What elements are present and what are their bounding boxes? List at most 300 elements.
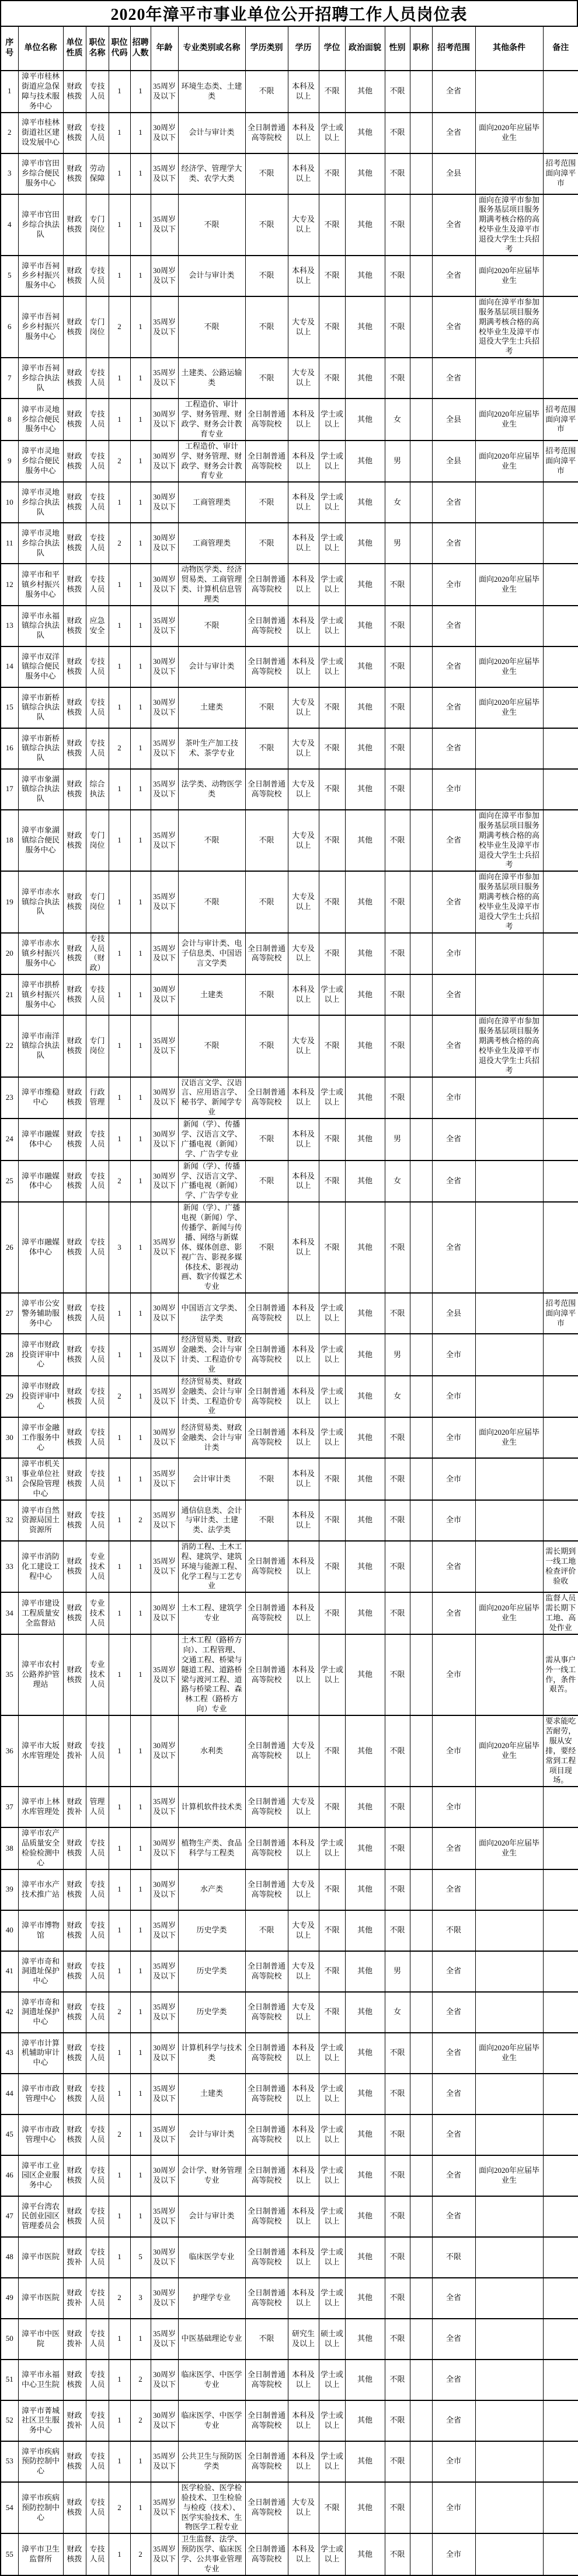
cell-zhiwei-daima: 1 xyxy=(109,2155,130,2196)
cell-xingbie: 不限 xyxy=(385,2074,410,2114)
cell-xuhao: 7 xyxy=(1,358,18,399)
cell-xuewei: 不限 xyxy=(319,1787,345,1827)
cell-zhaopin-renshu: 1 xyxy=(130,1787,151,1827)
cell-zhaopin-renshu: 1 xyxy=(130,1715,151,1787)
cell-zhaopin-renshu: 1 xyxy=(130,1910,151,1951)
cell-zhiwei-daima: 1 xyxy=(109,1634,130,1715)
cell-danwei-xingzhi: 财政拨补 xyxy=(63,2400,86,2441)
cell-zhaopin-renshu: 1 xyxy=(130,482,151,523)
cell-beizhu xyxy=(543,2074,578,2114)
cell-xueli-leibie: 全日制普通高等院校 xyxy=(245,1077,288,1119)
cell-danwei-xingzhi: 财政核拨 xyxy=(63,1992,86,2033)
cell-zhicheng xyxy=(410,1992,432,2033)
cell-zhengzhi-mianmao: 其他 xyxy=(345,810,385,871)
cell-qita-tiaojian: 面向在漳平市参加服务基层项目服务期满考核合格的高校毕业生及漳平市退役大学生士兵招考 xyxy=(475,296,543,358)
cell-xuhao: 30 xyxy=(1,1417,18,1458)
table-row xyxy=(1,871,578,932)
cell-zhengzhi-mianmao: 其他 xyxy=(345,769,385,810)
cell-zhiwei-mingcheng: 专技人员 xyxy=(86,646,109,687)
cell-beizhu: 需长期到一线工地检查评价验收 xyxy=(543,1541,578,1592)
cell-xuhao: 10 xyxy=(1,482,18,523)
cell-xueli: 大专及以上 xyxy=(288,296,319,358)
cell-zhuanye: 医学检验、医学检验技术、卫生检验与检疫（技术）、医学实验技术、生物医学工程专业 xyxy=(178,2482,245,2533)
cell-danwei-xingzhi: 财政核拨 xyxy=(63,564,86,606)
cell-zhuanye: 新闻（学）、传播学、汉语言文学、广播电视（新闻）学、广告学专业 xyxy=(178,1119,245,1161)
cell-zhicheng xyxy=(410,810,432,871)
cell-danwei-mingcheng: 漳平市永福中心卫生院 xyxy=(18,2360,63,2400)
cell-zhiwei-mingcheng: 专技人员 xyxy=(86,113,109,153)
cell-zhuanye: 计算机科学与技术类 xyxy=(178,2033,245,2074)
cell-zhaopin-renshu: 1 xyxy=(130,1077,151,1119)
cell-nianling: 30周岁及以下 xyxy=(151,1417,178,1458)
cell-zhuanye: 计算机软件技术类 xyxy=(178,1787,245,1827)
cell-zhaokao-fanwei: 全市 xyxy=(432,1787,475,1827)
cell-nianling: 35周岁及以下 xyxy=(151,1202,178,1293)
cell-xuewei: 学士或以上 xyxy=(319,2155,345,2196)
cell-zhaokao-fanwei: 全省 xyxy=(432,1592,475,1634)
cell-xuhao: 23 xyxy=(1,1077,18,1119)
cell-xueli: 大专及以上 xyxy=(288,1910,319,1951)
cell-zhaokao-fanwei: 全市 xyxy=(432,1500,475,1541)
cell-xueli: 本科及以上 xyxy=(288,2155,319,2196)
cell-xuewei: 不限 xyxy=(319,871,345,932)
cell-danwei-xingzhi: 财政核拨 xyxy=(63,2196,86,2237)
cell-zhaopin-renshu: 2 xyxy=(130,2360,151,2400)
cell-zhiwei-daima: 1 xyxy=(109,974,130,1015)
cell-xuhao: 3 xyxy=(1,153,18,194)
cell-xuewei: 不限 xyxy=(319,358,345,399)
cell-danwei-xingzhi: 财政核拨 xyxy=(63,646,86,687)
cell-zhengzhi-mianmao: 其他 xyxy=(345,441,385,483)
cell-zhiwei-daima: 2 xyxy=(109,2482,130,2533)
cell-zhuanye: 公共卫生与预防医学类 xyxy=(178,2441,245,2482)
cell-zhiwei-daima: 1 xyxy=(109,2196,130,2237)
cell-xueli: 本科及以上 xyxy=(288,2400,319,2441)
cell-qita-tiaojian xyxy=(475,2441,543,2482)
cell-xueli: 大专及以上 xyxy=(288,194,319,256)
cell-danwei-mingcheng: 漳平市农村公路养护管理站 xyxy=(18,1634,63,1715)
cell-xueli: 大专及以上 xyxy=(288,810,319,871)
table-row xyxy=(1,2400,578,2441)
cell-zhengzhi-mianmao: 其他 xyxy=(345,1592,385,1634)
cell-zhaokao-fanwei: 全县 xyxy=(432,441,475,483)
cell-danwei-xingzhi: 财政核拨 xyxy=(63,358,86,399)
cell-zhengzhi-mianmao: 其他 xyxy=(345,523,385,564)
cell-zhengzhi-mianmao: 其他 xyxy=(345,358,385,399)
cell-danwei-mingcheng: 漳平市市政管理中心 xyxy=(18,2074,63,2114)
cell-zhaokao-fanwei: 全省 xyxy=(432,1119,475,1161)
cell-danwei-xingzhi: 财政核拨 xyxy=(63,2441,86,2482)
cell-zhiwei-mingcheng: 专技人员 xyxy=(86,399,109,441)
cell-zhiwei-mingcheng: 专技人员 xyxy=(86,1827,109,1869)
cell-beizhu: 招考范围面向漳平市 xyxy=(543,441,578,483)
table-row xyxy=(1,1161,578,1203)
cell-beizhu: 招考范围面向漳平市 xyxy=(543,153,578,194)
cell-xueli-leibie: 全日制普通高等院校 xyxy=(245,2196,288,2237)
cell-xuhao: 5 xyxy=(1,256,18,296)
column-header-zhuanye: 专业类别或名称 xyxy=(178,26,245,71)
cell-zhengzhi-mianmao: 其他 xyxy=(345,1202,385,1293)
cell-danwei-mingcheng: 漳平市吾祠乡乡村振兴服务中心 xyxy=(18,296,63,358)
cell-qita-tiaojian xyxy=(475,728,543,769)
cell-zhuanye: 护理学专业 xyxy=(178,2278,245,2319)
cell-xingbie: 不限 xyxy=(385,2400,410,2441)
cell-danwei-mingcheng: 漳平市象湖镇综合执法队 xyxy=(18,769,63,810)
cell-beizhu xyxy=(543,769,578,810)
cell-danwei-mingcheng: 漳平市赤水镇综合执法队 xyxy=(18,871,63,932)
cell-xueli: 本科及以上 xyxy=(288,1293,319,1334)
cell-danwei-mingcheng: 漳平市双洋镇综合便民服务中心 xyxy=(18,646,63,687)
cell-danwei-xingzhi: 财政核拨 xyxy=(63,1827,86,1869)
cell-zhuanye: 工商管理类 xyxy=(178,482,245,523)
cell-zhaokao-fanwei: 全市 xyxy=(432,1458,475,1500)
cell-zhuanye: 中医基础理论专业 xyxy=(178,2319,245,2360)
cell-xueli-leibie: 全日制普通高等院校 xyxy=(245,441,288,483)
cell-zhiwei-daima: 1 xyxy=(109,1910,130,1951)
cell-zhaopin-renshu: 1 xyxy=(130,810,151,871)
cell-zhiwei-daima: 1 xyxy=(109,606,130,646)
cell-zhicheng xyxy=(410,1417,432,1458)
cell-xueli-leibie: 全日制普通高等院校 xyxy=(245,646,288,687)
cell-qita-tiaojian xyxy=(475,523,543,564)
cell-zhiwei-mingcheng: 专技人员 xyxy=(86,2074,109,2114)
cell-qita-tiaojian xyxy=(475,2114,543,2155)
cell-zhaokao-fanwei: 全省 xyxy=(432,1951,475,1992)
cell-xuewei: 学士或以上 xyxy=(319,2237,345,2278)
cell-zhicheng xyxy=(410,71,432,113)
cell-zhiwei-daima: 1 xyxy=(109,153,130,194)
cell-danwei-mingcheng: 漳平市桂林街道社区建设发展中心 xyxy=(18,113,63,153)
cell-xuhao: 14 xyxy=(1,646,18,687)
cell-xuewei: 学士或以上 xyxy=(319,523,345,564)
table-row xyxy=(1,2441,578,2482)
cell-danwei-xingzhi: 财政核拨 xyxy=(63,728,86,769)
table-row xyxy=(1,71,578,113)
cell-zhiwei-daima: 1 xyxy=(109,358,130,399)
cell-xueli-leibie: 全日制普通高等院校 xyxy=(245,2074,288,2114)
table-row xyxy=(1,1500,578,1541)
cell-danwei-xingzhi: 财政核拨 xyxy=(63,2482,86,2533)
column-header-zhengzhi-mianmao: 政治面貌 xyxy=(345,26,385,71)
column-header-qita-tiaojian: 其他条件 xyxy=(475,26,543,71)
cell-xueli: 本科及以上 xyxy=(288,2237,319,2278)
cell-xueli-leibie: 全日制普通高等院校 xyxy=(245,2033,288,2074)
cell-xueli-leibie: 全日制普通高等院校 xyxy=(245,2278,288,2319)
cell-xuhao: 22 xyxy=(1,1015,18,1076)
cell-zhaokao-fanwei: 全省 xyxy=(432,2196,475,2237)
cell-danwei-mingcheng: 漳平市消防化工建设工程中心 xyxy=(18,1541,63,1592)
cell-xuewei: 学士或以上 xyxy=(319,1293,345,1334)
cell-zhiwei-mingcheng: 专技人员 xyxy=(86,687,109,728)
cell-zhaokao-fanwei: 全省 xyxy=(432,482,475,523)
cell-zhicheng xyxy=(410,2033,432,2074)
cell-zhuanye: 会计与审计类 xyxy=(178,2114,245,2155)
cell-zhaopin-renshu: 1 xyxy=(130,113,151,153)
cell-zhiwei-mingcheng: 专技人员 xyxy=(86,564,109,606)
cell-zhuanye: 工程造价、审计学、财务管理、财政学、财务会计教育专业 xyxy=(178,399,245,441)
cell-xueli: 大专及以上 xyxy=(288,1715,319,1787)
cell-xuewei: 学士或以上 xyxy=(319,399,345,441)
table-row xyxy=(1,1293,578,1334)
cell-zhengzhi-mianmao: 其他 xyxy=(345,2074,385,2114)
cell-xueli: 本科及以上 xyxy=(288,1592,319,1634)
cell-zhuanye: 会计审计类 xyxy=(178,1458,245,1500)
cell-zhaopin-renshu: 1 xyxy=(130,1293,151,1334)
column-header-danwei-mingcheng: 单位名称 xyxy=(18,26,63,71)
cell-zhengzhi-mianmao: 其他 xyxy=(345,1951,385,1992)
cell-zhaopin-renshu: 1 xyxy=(130,296,151,358)
cell-zhaokao-fanwei: 不限 xyxy=(432,2237,475,2278)
cell-danwei-mingcheng: 漳平市疾病预防控制中心 xyxy=(18,2482,63,2533)
cell-danwei-xingzhi: 财政核拨 xyxy=(63,2155,86,2196)
cell-danwei-xingzhi: 财政核拨 xyxy=(63,1910,86,1951)
cell-zhiwei-daima: 1 xyxy=(109,564,130,606)
cell-beizhu xyxy=(543,687,578,728)
cell-zhaopin-renshu: 1 xyxy=(130,256,151,296)
cell-zhaopin-renshu: 1 xyxy=(130,769,151,810)
cell-zhicheng xyxy=(410,1458,432,1500)
cell-zhengzhi-mianmao: 其他 xyxy=(345,1417,385,1458)
cell-nianling: 35周岁及以下 xyxy=(151,296,178,358)
cell-qita-tiaojian: 面向2020年应届毕业生 xyxy=(475,399,543,441)
cell-zhuanye: 不限 xyxy=(178,296,245,358)
column-header-zhiwei-daima: 职位代码 xyxy=(109,26,130,71)
table-head xyxy=(1,26,578,71)
cell-qita-tiaojian xyxy=(475,2360,543,2400)
cell-xueli: 本科及以上 xyxy=(288,1119,319,1161)
cell-zhuanye: 不限 xyxy=(178,606,245,646)
cell-qita-tiaojian xyxy=(475,1634,543,1715)
cell-zhuanye: 土建类 xyxy=(178,2074,245,2114)
cell-qita-tiaojian xyxy=(475,358,543,399)
cell-nianling: 35周岁及以下 xyxy=(151,1458,178,1500)
cell-xueli: 本科及以上 xyxy=(288,2033,319,2074)
cell-zhengzhi-mianmao: 其他 xyxy=(345,1500,385,1541)
cell-zhicheng xyxy=(410,564,432,606)
cell-zhicheng xyxy=(410,296,432,358)
cell-zhicheng xyxy=(410,441,432,483)
cell-zhaopin-renshu: 1 xyxy=(130,2196,151,2237)
cell-zhaokao-fanwei: 全县 xyxy=(432,1293,475,1334)
table-body xyxy=(1,71,578,2575)
cell-zhaokao-fanwei: 全县 xyxy=(432,399,475,441)
cell-xueli: 本科及以上 xyxy=(288,2360,319,2400)
cell-nianling: 35周岁及以下 xyxy=(151,1376,178,1418)
column-header-nianling: 年龄 xyxy=(151,26,178,71)
cell-xuewei: 学士或以上 xyxy=(319,1376,345,1418)
cell-xuhao: 26 xyxy=(1,1202,18,1293)
cell-xueli: 本科及以上 xyxy=(288,606,319,646)
cell-danwei-xingzhi: 财政核拨 xyxy=(63,974,86,1015)
cell-xingbie: 不限 xyxy=(385,1910,410,1951)
cell-zhengzhi-mianmao: 其他 xyxy=(345,1992,385,2033)
cell-zhengzhi-mianmao: 其他 xyxy=(345,2155,385,2196)
cell-zhiwei-daima: 1 xyxy=(109,113,130,153)
cell-zhuanye: 水利类 xyxy=(178,1715,245,1787)
cell-qita-tiaojian xyxy=(475,2400,543,2441)
cell-xueli-leibie: 不限 xyxy=(245,1015,288,1076)
cell-xuewei: 不限 xyxy=(319,1541,345,1592)
cell-xuewei: 不限 xyxy=(319,769,345,810)
cell-zhaopin-renshu: 1 xyxy=(130,1592,151,1634)
cell-beizhu xyxy=(543,871,578,932)
cell-xingbie: 女 xyxy=(385,399,410,441)
cell-zhaopin-renshu: 1 xyxy=(130,974,151,1015)
cell-zhuanye: 中国语言文学类、法学类 xyxy=(178,1293,245,1334)
cell-xuhao: 12 xyxy=(1,564,18,606)
cell-zhuanye: 新闻（学）、广播电视（新闻）学、传播学、新闻与传播、网络与新媒体、媒体创意、影视广告、影视多媒体技术、影视动画、数字传媒艺术专业 xyxy=(178,1202,245,1293)
cell-zhicheng xyxy=(410,1119,432,1161)
table-row xyxy=(1,1541,578,1592)
cell-zhiwei-daima: 1 xyxy=(109,810,130,871)
cell-zhiwei-daima: 1 xyxy=(109,1334,130,1376)
cell-beizhu: 招考范围面向漳平市 xyxy=(543,1293,578,1334)
cell-xueli: 大专及以上 xyxy=(288,1015,319,1076)
cell-nianling: 35周岁及以下 xyxy=(151,2319,178,2360)
cell-xueli: 本科及以上 xyxy=(288,1376,319,1418)
cell-zhaokao-fanwei: 全省 xyxy=(432,1869,475,1910)
cell-xingbie: 男 xyxy=(385,523,410,564)
cell-zhaokao-fanwei: 全省 xyxy=(432,1541,475,1592)
cell-zhaokao-fanwei: 全市 xyxy=(432,2533,475,2575)
cell-zhaopin-renshu: 3 xyxy=(130,2278,151,2319)
cell-beizhu xyxy=(543,1458,578,1500)
cell-nianling: 30周岁及以下 xyxy=(151,646,178,687)
cell-zhuanye: 会计学、财务管理专业 xyxy=(178,2155,245,2196)
cell-zhiwei-daima: 3 xyxy=(109,1202,130,1293)
cell-zhaopin-renshu: 1 xyxy=(130,1951,151,1992)
cell-zhuanye: 临床医学、中医学专业 xyxy=(178,2400,245,2441)
cell-xuewei: 不限 xyxy=(319,1592,345,1634)
cell-beizhu xyxy=(543,1202,578,1293)
cell-xueli-leibie: 全日制普通高等院校 xyxy=(245,1541,288,1592)
cell-zhuanye: 新闻（学）、传播学、汉语言文学、广播电视（新闻）学、广告学专业 xyxy=(178,1161,245,1203)
cell-zhaopin-renshu: 1 xyxy=(130,2319,151,2360)
cell-xueli: 大专及以上 xyxy=(288,687,319,728)
table-row xyxy=(1,1869,578,1910)
cell-zhaokao-fanwei: 全省 xyxy=(432,2400,475,2441)
cell-xueli: 大专及以上 xyxy=(288,933,319,975)
cell-xingbie: 不限 xyxy=(385,2441,410,2482)
cell-zhengzhi-mianmao: 其他 xyxy=(345,1634,385,1715)
cell-xingbie: 男 xyxy=(385,441,410,483)
cell-beizhu xyxy=(543,1334,578,1376)
cell-zhiwei-mingcheng: 专技人员 xyxy=(86,1417,109,1458)
table-row xyxy=(1,728,578,769)
cell-zhengzhi-mianmao: 其他 xyxy=(345,71,385,113)
cell-zhiwei-daima: 1 xyxy=(109,2400,130,2441)
cell-zhicheng xyxy=(410,1500,432,1541)
cell-zhuanye: 不限 xyxy=(178,871,245,932)
cell-zhiwei-mingcheng: 专技人员 xyxy=(86,2033,109,2074)
cell-xingbie: 不限 xyxy=(385,1077,410,1119)
cell-danwei-mingcheng: 漳平市医院 xyxy=(18,2237,63,2278)
cell-zhaopin-renshu: 1 xyxy=(130,1869,151,1910)
cell-xueli: 研究生及以上 xyxy=(288,2319,319,2360)
cell-xuhao: 1 xyxy=(1,71,18,113)
cell-zhaokao-fanwei: 全省 xyxy=(432,810,475,871)
cell-xueli-leibie: 不限 xyxy=(245,871,288,932)
cell-zhiwei-daima: 1 xyxy=(109,194,130,256)
cell-zhengzhi-mianmao: 其他 xyxy=(345,2033,385,2074)
cell-zhengzhi-mianmao: 其他 xyxy=(345,482,385,523)
cell-danwei-xingzhi: 财政核拨 xyxy=(63,1592,86,1634)
cell-danwei-xingzhi: 财政核拨 xyxy=(63,1202,86,1293)
cell-danwei-xingzhi: 财政核拨 xyxy=(63,1500,86,1541)
table-row xyxy=(1,2114,578,2155)
cell-qita-tiaojian: 面向在漳平市参加服务基层项目服务期满考核合格的高校毕业生及漳平市退役大学生士兵招考 xyxy=(475,871,543,932)
cell-beizhu: 招考范围面向漳平市 xyxy=(543,399,578,441)
cell-xueli-leibie: 全日制普通高等院校 xyxy=(245,1334,288,1376)
cell-nianling: 30周岁及以下 xyxy=(151,2155,178,2196)
cell-xueli: 本科及以上 xyxy=(288,1827,319,1869)
cell-danwei-mingcheng: 漳平市公安警务辅助服务中心 xyxy=(18,1293,63,1334)
cell-zhaopin-renshu: 1 xyxy=(130,1634,151,1715)
cell-zhicheng xyxy=(410,2441,432,2482)
cell-zhiwei-mingcheng: 专技人员（财政） xyxy=(86,933,109,975)
cell-xuhao: 6 xyxy=(1,296,18,358)
column-header-xingbie: 性别 xyxy=(385,26,410,71)
cell-zhiwei-mingcheng: 专技人员 xyxy=(86,1202,109,1293)
cell-xuhao: 43 xyxy=(1,2033,18,2074)
cell-qita-tiaojian: 面向2020年应届毕业生 xyxy=(475,1417,543,1458)
page-title: 2020年漳平市事业单位公开招聘工作人员岗位表 xyxy=(0,0,578,26)
cell-zhiwei-mingcheng: 专技人员 xyxy=(86,1376,109,1418)
cell-zhuanye: 历史学类 xyxy=(178,1951,245,1992)
cell-qita-tiaojian xyxy=(475,1500,543,1541)
cell-beizhu xyxy=(543,482,578,523)
table-row xyxy=(1,1592,578,1634)
cell-zhiwei-mingcheng: 专技人员 xyxy=(86,1715,109,1787)
cell-xingbie: 男 xyxy=(385,1334,410,1376)
cell-zhiwei-daima: 1 xyxy=(109,71,130,113)
cell-xuhao: 28 xyxy=(1,1334,18,1376)
cell-xuhao: 49 xyxy=(1,2278,18,2319)
cell-qita-tiaojian xyxy=(475,2237,543,2278)
table-row xyxy=(1,194,578,256)
cell-zhiwei-mingcheng: 专技人员 xyxy=(86,2319,109,2360)
cell-zhiwei-daima: 2 xyxy=(109,2278,130,2319)
cell-danwei-mingcheng: 漳平市拱桥镇乡村振兴服务中心 xyxy=(18,974,63,1015)
cell-zhicheng xyxy=(410,1951,432,1992)
cell-xuhao: 37 xyxy=(1,1787,18,1827)
cell-nianling: 30周岁及以下 xyxy=(151,1293,178,1334)
cell-danwei-xingzhi: 财政核拨 xyxy=(63,399,86,441)
table-row xyxy=(1,1992,578,2033)
cell-xueli: 本科及以上 xyxy=(288,2114,319,2155)
cell-xueli-leibie: 全日制普通高等院校 xyxy=(245,1634,288,1715)
cell-zhiwei-daima: 1 xyxy=(109,1715,130,1787)
cell-qita-tiaojian xyxy=(475,769,543,810)
cell-qita-tiaojian: 面向2020年应届毕业生 xyxy=(475,1592,543,1634)
cell-xuewei: 不限 xyxy=(319,1119,345,1161)
cell-xueli-leibie: 全日制普通高等院校 xyxy=(245,113,288,153)
cell-xingbie: 不限 xyxy=(385,1869,410,1910)
cell-xueli-leibie: 全日制普通高等院校 xyxy=(245,606,288,646)
cell-danwei-mingcheng: 漳平市吾祠乡综合执法队 xyxy=(18,358,63,399)
cell-beizhu xyxy=(543,1992,578,2033)
cell-danwei-mingcheng: 漳平市灵地乡综合执法队 xyxy=(18,482,63,523)
table-row xyxy=(1,769,578,810)
cell-danwei-mingcheng: 漳平市疾病预防控制中心 xyxy=(18,2441,63,2482)
cell-qita-tiaojian xyxy=(475,1458,543,1500)
cell-zhicheng xyxy=(410,769,432,810)
cell-zhuanye: 经济贸易类、财政金融类、会计与审计类、工程造价专业 xyxy=(178,1334,245,1376)
cell-beizhu xyxy=(543,1500,578,1541)
cell-danwei-xingzhi: 财政核拨 xyxy=(63,71,86,113)
table-row xyxy=(1,564,578,606)
cell-zhaopin-renshu: 2 xyxy=(130,1500,151,1541)
